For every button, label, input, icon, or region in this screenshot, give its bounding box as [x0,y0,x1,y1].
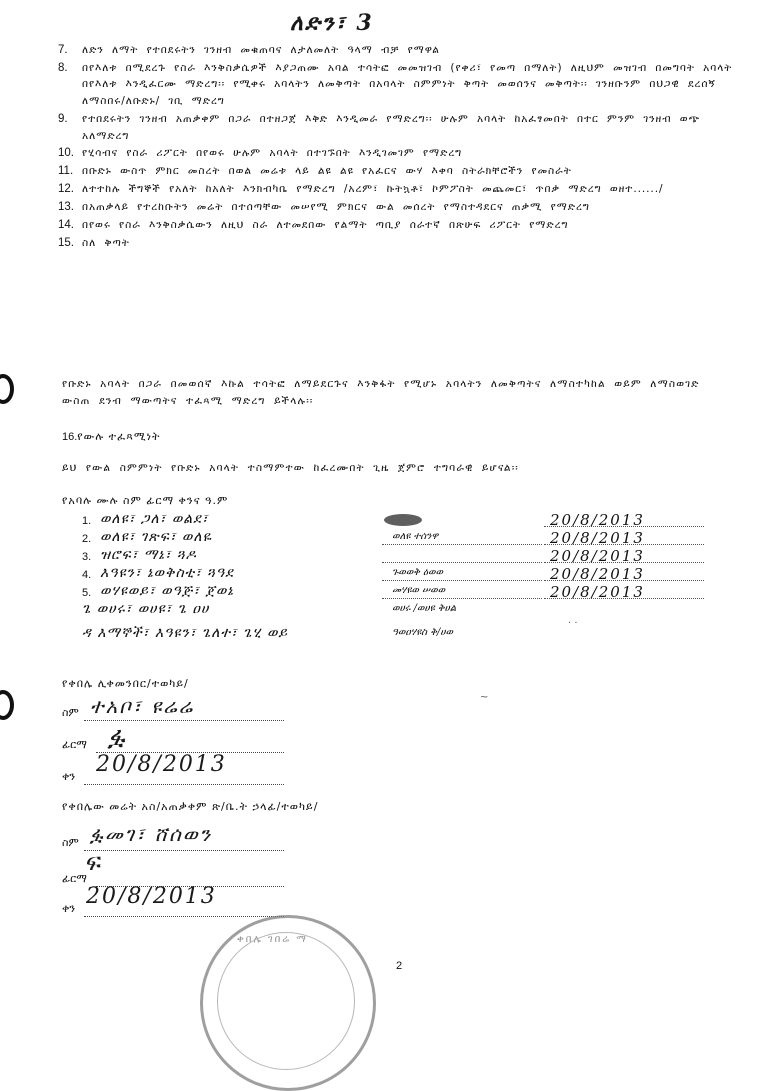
land-office-name-value: ፏመገ፣ ሸሰወን [90,822,213,846]
land-office-name-label: ስም [62,836,79,849]
list-item: 10. የሂሳብና የስራ ሪፖርት በየወሩ ሁሉም አባላት በተገኙበት እንዲገመገም የማድረግ [58,147,463,160]
list-item: 12. ለተተከሉ ችግኞች የአለት ከአለት እንክብካቤ የማድረግ /አረም፣ ኩትኳቶ፣ ኮምፖስት መጨመር፣ ጥበቃ ማድረግ ወዘተ....../ [58,183,664,196]
validity-paragraph: ይህ የውል ስምምነት የቡድኑ አባላት ተስማምተው ከፈረሙበት ጊዜ ጀምሮ ተግባራዊ ይሆናል፡፡ [62,462,519,474]
stray-marks: · · [568,618,578,629]
section-16-title: 16.የውሉ ተፈጻሚነት [62,430,161,443]
land-office-date-value: 20/8/2013 [86,884,217,909]
list-item: 8. በየእለቱ በሚደረጉ የስራ እንቅስቃሴዎች እያጋጠሙ አባል ተሳትፎ መመዝገብ (የቀሪ፣ የመጣ በማለት) ለዚህም መዝገብ በመግባት አባላት በየእለቱ እንዲፈርሙ ማድረግ፡፡ የሚቀሩ አባላትን ለመቅጣት በአባላት ስምምነት ቅጣት መወሰንና መቅጣት፡፡ ገንዘቡንም በህጋዊ ደረሰኝ ለማስበሩ/ለቡድኑ/ ገቢ ማድረግ [58,61,733,108]
list-item: 11. በቡድኑ ውስጥ ምክር መስረት በወል መሬቱ ላይ ልዩ ልዩ የአፈርና ውሃ እቀባ ስትራክቸሮችን የመስራት [58,165,572,178]
table-row: 3. ዝሮፍ፣ ማኔ፣ ጓዶ 20/8/2013 [82,548,722,566]
page-header: ለድን፣ 3 [290,10,374,36]
receiver-signature: ፏ [108,722,125,752]
land-office-date-label: ቀን [62,902,76,915]
list-item: 9. የተበደሩትን ገንዘብ አጠቃቀም በጋራ በተዘጋጀ እቅድ እንዲመራ የማድረግ፡፡ ሁሉም አባላት ከአፈፃመበት በተር ምንም ገንዘብ ወጭ አለማድረግ [58,112,701,142]
list-item: 7. ለድን ለማት የተበደሩትን ገንዘብ መቁጠባና ለታለመለት ዓላማ ብቻ የማዋል [58,44,440,56]
land-office-sign-label: ፊርማ [62,872,87,885]
fingerprint-smudge [384,514,422,526]
receiver-date-label: ቀን [62,770,76,783]
table-row: ዳ እማኞች፣ እዓዩን፣ ጌለተ፣ ጌሂ ወይ ዓወዐሃዩስ ቅ/ሀወ [82,625,453,641]
receiver-heading: የቀበሌ ሊቀመንበር/ተወካይ/ [62,677,189,690]
penalty-paragraph: የቡድኑ አባላት በጋራ በመወሰኛ እኩል ተሳትፎ ለማይደርጉና እንቅፋት የሚሆኑ አባላትን ለመቅጣትና ለማስተካከል ወይም ለማስወገድ ውስጠ ደንብ ማውጣትና ተፈጻሚ ማድረግ ይችላሉ፡፡ [62,378,700,407]
list-item: 14. በየወሩ የስራ እንቅስቃሴውን ለዚህ ስራ ለተመደበው የልማት ጣቢያ ሰራተኛ በጽሁፍ ሪፖርት የማድረግ [58,219,569,232]
punch-hole-top [0,374,14,404]
table-row: 4. እዓዩን፣ ኔወቅስቲ፣ ጓዓደ ጉወወቅ ዕወወ 20/8/2013 [82,566,722,584]
table-row: ጌ ወሀሩ፣ ወሀዩ፣ ጌ ዐሀ ወሀሩ /ወሀዩ ቅሀል [82,601,457,617]
table-row: 2. ወለዩ፣ ገጽፍ፣ ወለዬ ወለዩ ተሰንዋ 20/8/2013 [82,530,722,548]
official-seal-stamp: ቀበሌ ገበሬ ማ [200,915,376,1091]
land-office-heading: የቀበሌው መሬት አስ/አጠቃቀም ጽ/ቤ.ት ኃላፊ/ተወካይ/ [62,800,319,813]
receiver-date-value: 20/8/2013 [96,752,227,777]
receiver-name-value: ተአቦ፣ ዩሬሬ [90,694,195,718]
page-number: 2 [396,960,403,972]
land-office-signature: ፍ [84,848,100,876]
member-signature-list [82,512,722,652]
list-item: 15. ስለ ቅጣት [58,236,130,249]
table-row: 5. ወሃዩወይ፣ ወዓጅ፣ ጀወኔ መሃዩወ ሠወወ 20/8/2013 [82,584,722,602]
obligations-list [58,42,738,253]
receiver-sign-label: ፊርማ [62,738,87,751]
stray-marks: ~ [480,692,489,703]
punch-hole-bottom [0,690,14,720]
receiver-name-label: ስም [62,706,79,719]
members-heading: የአባሉ ሙሉ ስም ፊርማ ቀንና ዓ.ም [62,494,229,507]
table-row: 1. ወለዩ፣ ጋለ፣ ወልደ፣ 20/8/2013 [82,512,722,530]
list-item: 13. በአጠቃላይ የተረከቡትን መሬት በተሰጣቸው መሠየሚ ምክርና ውል መሰረት የማስተዳደርና ጠቃሚ የማድረግ [58,201,590,214]
